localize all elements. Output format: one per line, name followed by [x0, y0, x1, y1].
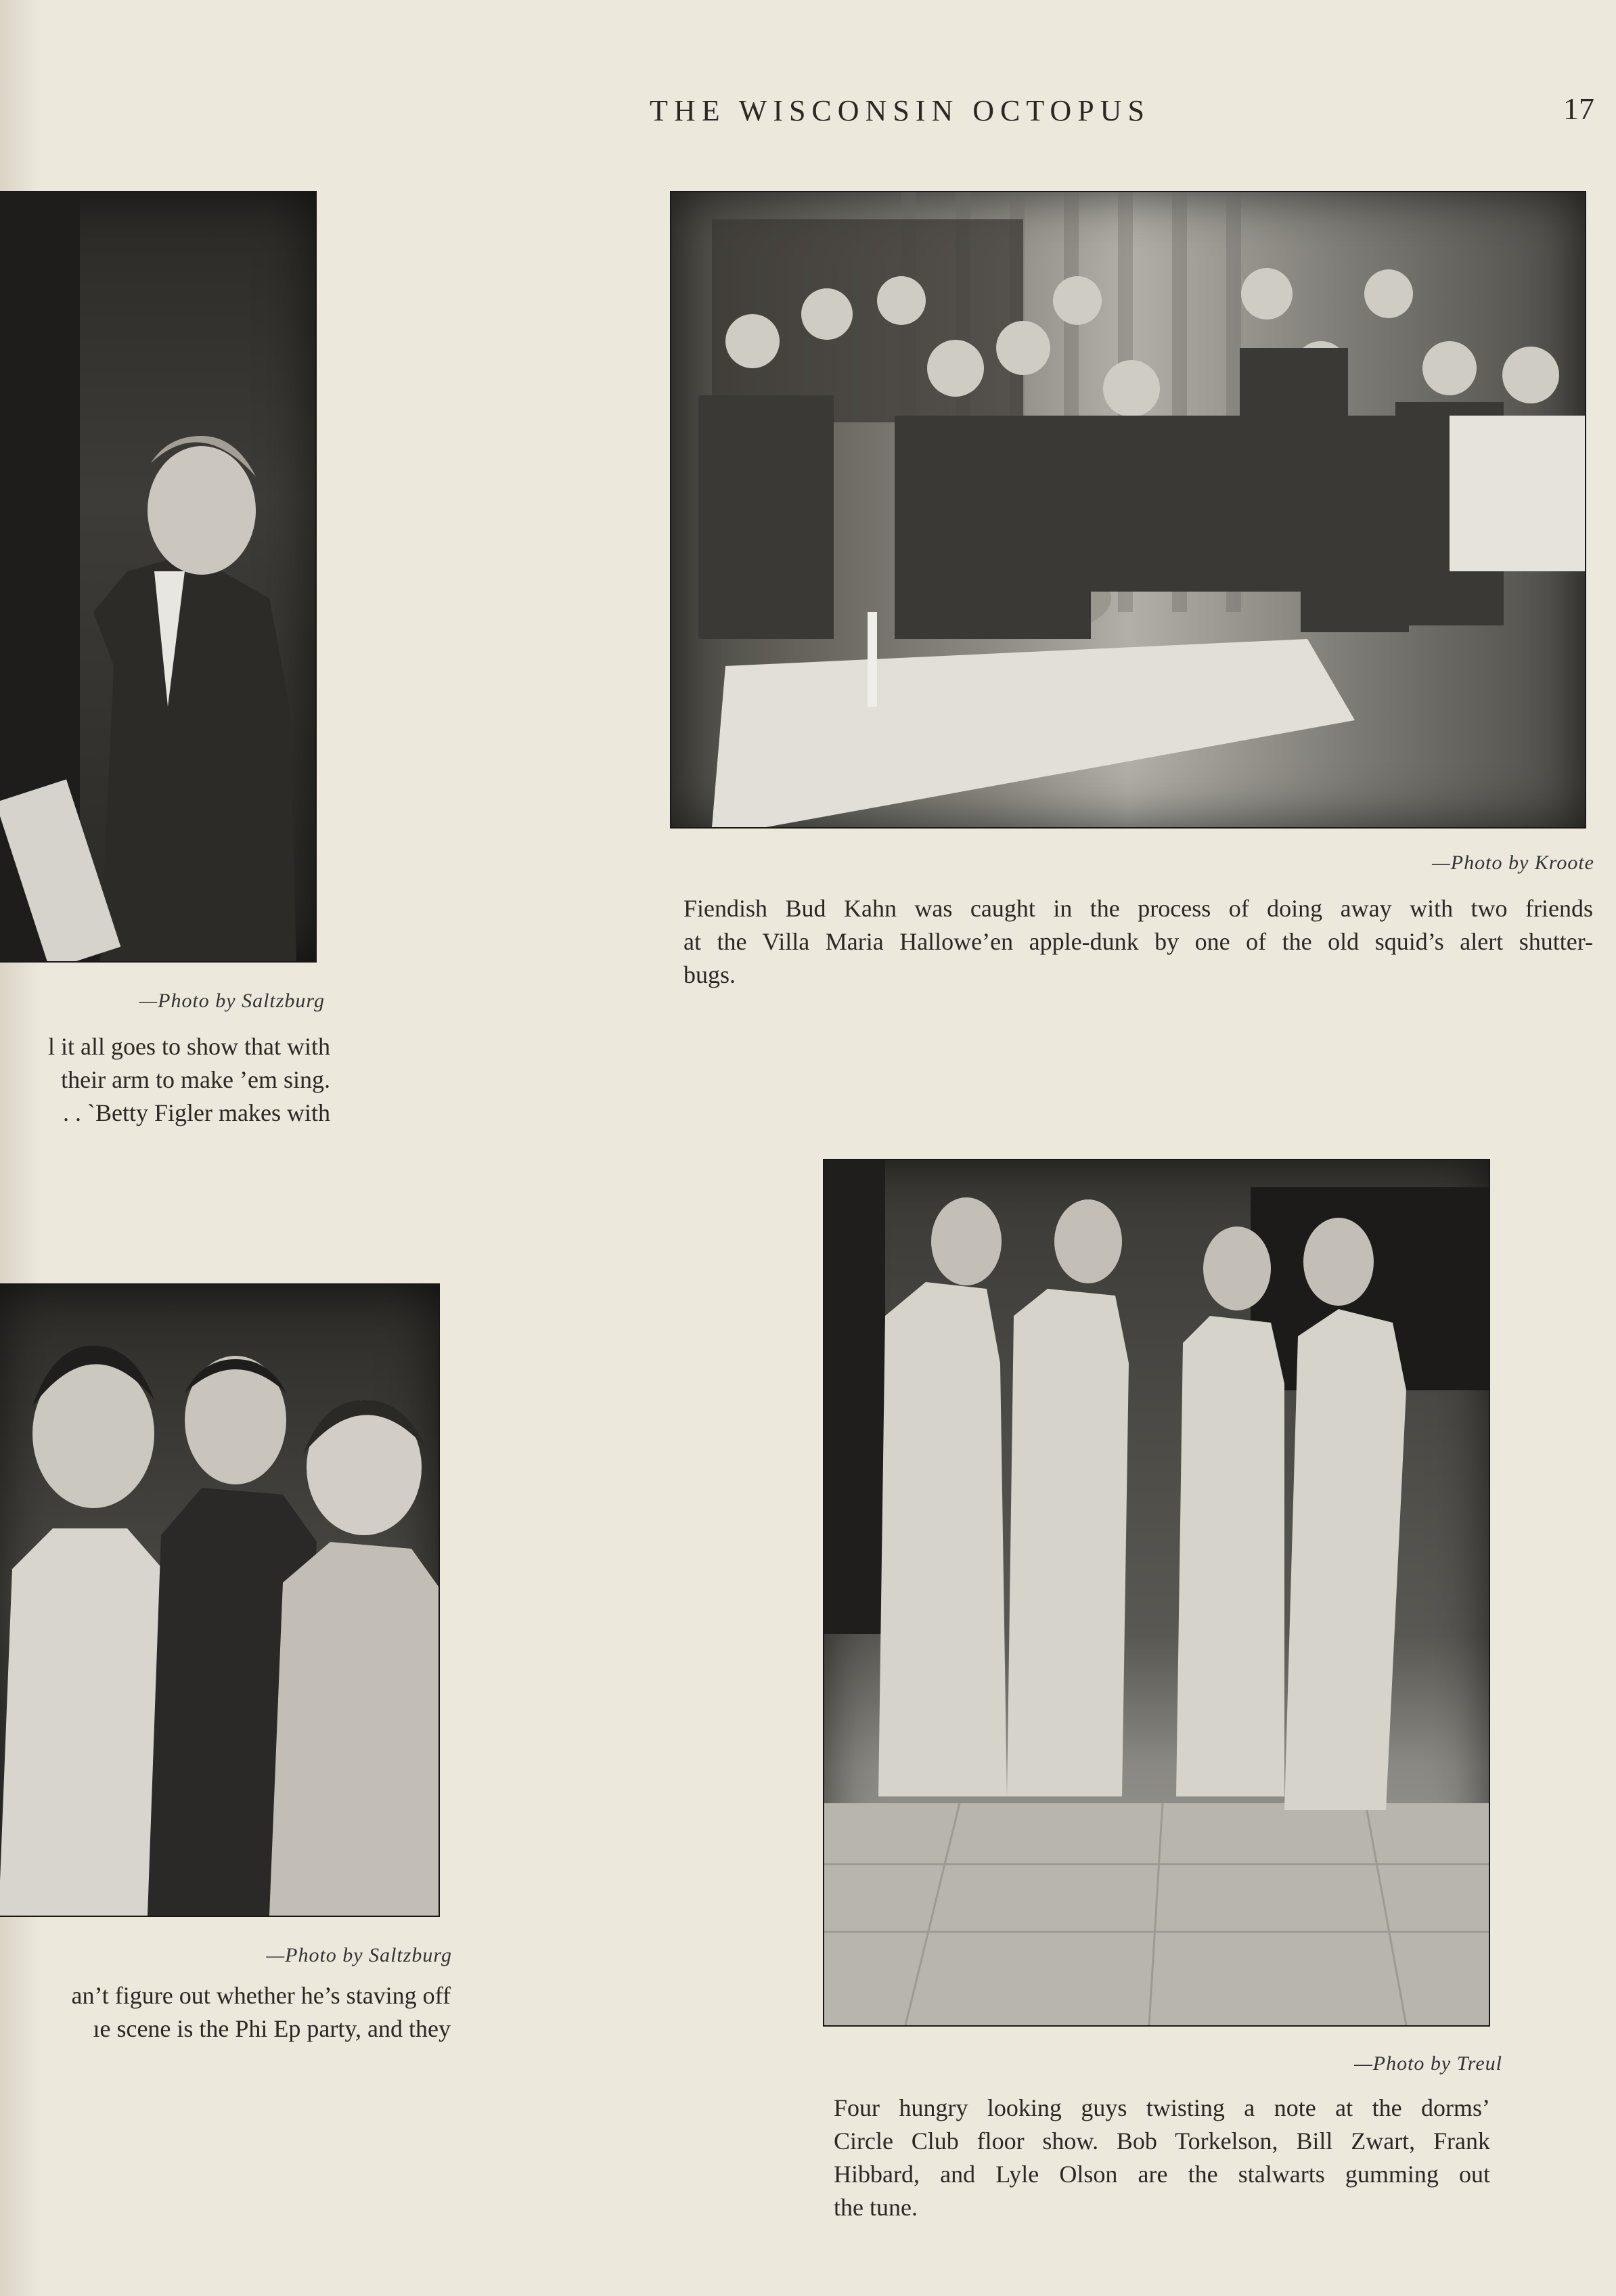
magazine-title: THE WISCONSIN OCTOPUS	[650, 94, 1150, 127]
caption-line: the tune.	[834, 2194, 918, 2221]
caption-line: Four hungry looking guys twisting a note at the dorms’	[834, 2094, 1490, 2121]
photo-singing-man	[0, 191, 317, 963]
caption-line: Hibbard, and Lyle Olson are the stalwarts gumming out	[834, 2161, 1490, 2188]
photo-quartet-singing	[823, 1159, 1490, 2027]
photo-credit-saltzburg-2: —Photo by Saltzburg	[266, 1944, 452, 1966]
caption-line: Fiendish Bud Kahn was caught in the process of doing away with two friends	[683, 895, 1593, 922]
caption-quartet	[834, 2092, 1490, 2224]
quartet-singing-illustration	[824, 1160, 1489, 2025]
photo-credit-treul: —Photo by Treul	[1354, 2052, 1502, 2075]
caption-singer	[0, 1030, 330, 1130]
singing-man-illustration	[0, 192, 315, 961]
caption-line: bugs.	[683, 961, 736, 988]
caption-line: . . `Betty Figler makes with	[63, 1099, 330, 1126]
caption-party	[683, 892, 1593, 992]
photo-credit-saltzburg-1: —Photo by Saltzburg	[139, 990, 325, 1012]
caption-line: their arm to make ’em sing.	[61, 1066, 330, 1093]
caption-line: l it all goes to show that with	[48, 1033, 330, 1060]
party-group-illustration	[671, 192, 1585, 827]
photo-credit-kroote: —Photo by Kroote	[1432, 852, 1594, 874]
photo-party-group	[670, 191, 1586, 829]
phi-ep-party-illustration	[0, 1285, 439, 1916]
photo-phi-ep-party	[0, 1283, 440, 1917]
caption-line: Circle Club floor show. Bob Torkelson, Bill Zwart, Frank	[834, 2127, 1490, 2155]
caption-trio	[0, 1979, 451, 2046]
caption-line: at the Villa Maria Hallowe’en apple-dunk by one of the old squid’s alert shutter-	[683, 928, 1593, 955]
caption-line: an’t figure out whether he’s staving off	[71, 1982, 451, 2009]
page-number: 17	[1563, 91, 1594, 126]
caption-line: ıe scene is the Phi Ep party, and they	[93, 2015, 451, 2042]
